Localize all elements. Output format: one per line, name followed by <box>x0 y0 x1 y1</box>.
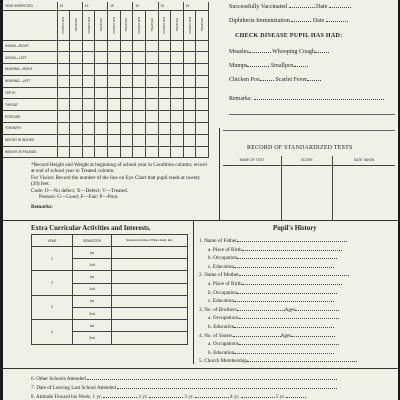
inspection-cell[interactable] <box>196 134 209 146</box>
tests-col-score: SCORE <box>301 158 313 163</box>
inspection-cell[interactable] <box>57 134 70 146</box>
inspection-cell[interactable] <box>95 52 108 64</box>
subheader-label: TREATED <box>124 18 129 32</box>
year-inspected-cell: 19 <box>108 2 133 10</box>
subheader-label: TREATED <box>174 18 179 32</box>
diphtheria-line <box>229 18 348 24</box>
inspection-cell[interactable] <box>145 75 158 87</box>
subheader-label: TREATED <box>99 18 104 32</box>
inspection-cell[interactable] <box>171 146 184 158</box>
extra-activity-cell[interactable] <box>112 307 188 319</box>
inspection-cell[interactable] <box>95 123 108 135</box>
condition-header <box>57 10 70 40</box>
inspection-cell[interactable] <box>158 146 171 158</box>
leaving-date-label: 7. Date of Leaving Last School Attended <box>31 385 116 391</box>
inspection-row-label: THROAT <box>3 99 57 111</box>
history-item <box>199 358 357 364</box>
extra-year: 3 <box>32 295 73 319</box>
history-item <box>208 264 334 270</box>
inspection-cell[interactable] <box>171 64 184 76</box>
inspection-row-label: WEIGHT IN POUNDS <box>3 146 57 158</box>
inspection-cell[interactable] <box>57 146 70 158</box>
inspection-row <box>3 40 209 52</box>
history-item-label: c. Education <box>208 263 234 270</box>
disease-item: Smallpox <box>270 63 294 69</box>
inspection-cell[interactable] <box>183 64 196 76</box>
extra-header: YEAR <box>32 235 73 247</box>
treated-header <box>70 10 83 40</box>
inspection-cell[interactable] <box>158 99 171 111</box>
inspection-cell[interactable] <box>158 75 171 87</box>
inspection-cell[interactable] <box>133 123 146 135</box>
inspection-cell[interactable] <box>120 52 133 64</box>
history-item-label: 4. No. of Sisters <box>199 332 233 339</box>
inspection-cell[interactable] <box>145 99 158 111</box>
inspection-cell[interactable] <box>196 123 209 135</box>
inspection-cell[interactable] <box>183 111 196 123</box>
inspection-row-label: POSTURE <box>3 111 57 123</box>
inspection-row <box>3 52 209 64</box>
inspection-cell[interactable] <box>145 146 158 158</box>
history-item <box>208 350 334 356</box>
history-item <box>208 255 337 261</box>
inspection-cell[interactable] <box>108 64 121 76</box>
disease-item: Chicken Pox <box>229 77 260 83</box>
inspection-cell[interactable] <box>183 40 196 52</box>
attitude-yr-4: 4 yr. <box>230 394 240 400</box>
extra-year: 1 <box>32 247 73 271</box>
history-divider <box>193 221 194 364</box>
attitude-yr-3: 3 yr. <box>184 394 194 400</box>
inspection-cell[interactable] <box>108 52 121 64</box>
condition-header <box>108 10 121 40</box>
inspection-row-label: VISION—LEFT <box>3 52 57 64</box>
extra-activity-cell[interactable] <box>112 332 188 344</box>
inspection-cell[interactable] <box>196 64 209 76</box>
subheader-spacer <box>3 10 57 40</box>
history-item-label: b. Education <box>208 324 235 330</box>
inspection-cell[interactable] <box>183 87 196 99</box>
remarks-rule <box>223 130 395 131</box>
condition-header <box>158 10 171 40</box>
inspection-cell[interactable] <box>183 75 196 87</box>
year-inspected-cell: 19 <box>57 2 82 10</box>
inspection-cell[interactable] <box>171 75 184 87</box>
inspection-cell[interactable] <box>120 134 133 146</box>
inspection-cell[interactable] <box>120 64 133 76</box>
subheader-label: TREATED <box>149 18 154 32</box>
extra-header: SEMESTER <box>73 235 112 247</box>
inspection-cell[interactable] <box>95 111 108 123</box>
inspection-cell[interactable] <box>183 99 196 111</box>
inspection-cell[interactable] <box>171 111 184 123</box>
inspection-cell[interactable] <box>108 75 121 87</box>
inspection-cell[interactable] <box>196 75 209 87</box>
inspection-cell[interactable] <box>120 75 133 87</box>
vaccinated-label: Successfully Vaccinated <box>229 4 288 10</box>
inspection-cell[interactable] <box>183 146 196 158</box>
extra-semester: 1st <box>73 247 112 259</box>
code-line-2: Posture: G—Good; F—Fair; P—Poor. <box>39 194 119 200</box>
inspection-cell[interactable] <box>82 99 95 111</box>
extra-semester: 1st <box>73 295 112 307</box>
history-item <box>199 307 339 313</box>
inspection-cell[interactable] <box>95 64 108 76</box>
extra-semester: 2nd <box>73 283 112 295</box>
inspection-cell[interactable] <box>95 146 108 158</box>
inspection-cell[interactable] <box>82 111 95 123</box>
remarks-rule <box>229 114 395 115</box>
subheader-label: CONDITION <box>111 16 116 34</box>
section-divider <box>3 220 398 221</box>
record-note: *Record Height and Weight at beginning of school year in Condition column; record at end of school year in Treated column. <box>31 162 207 174</box>
history-item <box>208 281 342 287</box>
treated-header <box>95 10 108 40</box>
inspection-cell[interactable] <box>133 99 146 111</box>
inspection-cell[interactable] <box>70 111 83 123</box>
history-item <box>208 298 334 304</box>
inspection-row <box>3 87 209 99</box>
history-item-label: a. Occupations <box>208 315 239 322</box>
attitude-line <box>31 394 306 400</box>
inspection-cell[interactable] <box>158 40 171 52</box>
column-divider <box>219 128 220 220</box>
inspection-cell[interactable] <box>82 134 95 146</box>
subheader-label: TREATED <box>74 18 79 32</box>
inspection-cell[interactable] <box>95 134 108 146</box>
tests-table <box>223 156 395 220</box>
inspection-cell[interactable] <box>196 111 209 123</box>
notes-remarks: Remarks: <box>31 204 53 210</box>
inspection-cell[interactable] <box>183 123 196 135</box>
history-item <box>199 272 349 278</box>
history-item-label: b. Occupation <box>208 255 238 262</box>
leaving-date-line <box>31 385 337 391</box>
history-item-label: a. Place of Birth <box>208 246 242 253</box>
inspection-cell[interactable] <box>57 64 70 76</box>
condition-header <box>183 10 196 40</box>
inspection-cell[interactable] <box>70 87 83 99</box>
bottom-divider <box>3 368 398 369</box>
inspection-cell[interactable] <box>158 123 171 135</box>
subheader-label: CONDITION <box>61 16 66 34</box>
inspection-row-label: VISION—RIGHT <box>3 40 57 52</box>
disease-remarks-label: Remarks: <box>229 96 252 102</box>
diphtheria-date-label: Date <box>312 18 325 24</box>
inspection-cell[interactable] <box>108 146 121 158</box>
inspection-cell[interactable] <box>108 99 121 111</box>
history-item <box>208 315 339 321</box>
inspection-cell[interactable] <box>145 111 158 123</box>
disease-row <box>229 63 308 69</box>
history-item-label: c. Education <box>208 298 234 305</box>
inspection-cell[interactable] <box>196 87 209 99</box>
inspection-cell[interactable] <box>171 52 184 64</box>
inspection-cell[interactable] <box>82 87 95 99</box>
history-ages-label: Ages <box>280 332 292 339</box>
history-item-label: a. Place of Birth <box>208 281 242 287</box>
extra-semester: 2nd <box>73 307 112 319</box>
inspection-cell[interactable] <box>57 40 70 52</box>
extra-semester: 1st <box>73 271 112 283</box>
year-inspected-cell: 19 <box>183 2 208 10</box>
inspection-cell[interactable] <box>120 146 133 158</box>
extra-semester: 1st <box>73 320 112 332</box>
inspection-cell[interactable] <box>145 134 158 146</box>
inspection-row <box>3 75 209 87</box>
inspection-cell[interactable] <box>108 123 121 135</box>
inspection-row-label: HEARING—LEFT <box>3 75 57 87</box>
inspection-cell[interactable] <box>196 40 209 52</box>
inspection-cell[interactable] <box>183 134 196 146</box>
inspection-cell[interactable] <box>82 123 95 135</box>
extra-row <box>32 295 188 307</box>
extra-activity-cell[interactable] <box>112 320 188 332</box>
inspection-cell[interactable] <box>108 87 121 99</box>
inspection-row <box>3 99 209 111</box>
treated-header <box>145 10 158 40</box>
inspection-cell[interactable] <box>57 87 70 99</box>
inspection-cell[interactable] <box>108 40 121 52</box>
inspection-cell[interactable] <box>120 40 133 52</box>
inspection-cell[interactable] <box>57 111 70 123</box>
treated-header <box>171 10 184 40</box>
disease-title: CHECK DISEASE PUPIL HAS HAD: <box>235 33 343 39</box>
tests-col-date: DATE TAKEN <box>353 158 375 163</box>
disease-row <box>229 49 329 55</box>
extra-activity-cell[interactable] <box>112 283 188 295</box>
inspection-cell[interactable] <box>133 146 146 158</box>
extra-semester: 2nd <box>73 259 112 271</box>
history-item-label: 1. Name of Father <box>199 238 237 244</box>
attitude-yr-2: 2 yr. <box>138 394 148 400</box>
history-ages-label: Ages <box>284 306 296 313</box>
subheader-label: CONDITION <box>187 16 192 34</box>
history-item-label: a. Occupations <box>208 341 239 348</box>
extra-year: 4 <box>32 320 73 344</box>
inspection-cell[interactable] <box>82 146 95 158</box>
inspection-cell[interactable] <box>158 111 171 123</box>
inspection-cell[interactable] <box>145 123 158 135</box>
inspection-row <box>3 134 209 146</box>
attitude-yr-5: 5 yr. <box>275 394 286 400</box>
inspection-cell[interactable] <box>171 40 184 52</box>
inspection-cell[interactable] <box>158 87 171 99</box>
subheader-label: TREATED <box>200 18 205 32</box>
history-item <box>208 247 342 253</box>
extra-activity-cell[interactable] <box>112 271 188 283</box>
extra-table <box>31 234 188 345</box>
extra-row <box>32 247 188 259</box>
inspection-cell[interactable] <box>171 99 184 111</box>
inspection-cell[interactable] <box>158 134 171 146</box>
extra-year: 2 <box>32 271 73 295</box>
vision-note: For Vision: Record the number of the line on Eye Chart that pupil reads at twenty (20) feet. <box>31 175 201 187</box>
year-inspected-cell: 19 <box>158 2 183 10</box>
disease-remarks <box>229 96 384 102</box>
inspection-cell[interactable] <box>133 40 146 52</box>
extra-activity-cell[interactable] <box>112 247 188 259</box>
vaccinated-line <box>229 4 351 10</box>
year-inspected-label: YEAR INSPECTED <box>3 2 57 10</box>
inspection-cell[interactable] <box>133 64 146 76</box>
history-item <box>208 341 339 347</box>
inspection-row <box>3 64 209 76</box>
inspection-cell[interactable] <box>133 111 146 123</box>
inspection-cell[interactable] <box>95 87 108 99</box>
history-item <box>199 238 347 244</box>
disease-item: Whooping Cough <box>272 49 315 55</box>
inspection-cell[interactable] <box>145 40 158 52</box>
inspection-cell[interactable] <box>57 75 70 87</box>
vaccinated-date-label: Date <box>316 4 328 10</box>
inspection-cell[interactable] <box>133 75 146 87</box>
inspection-cell[interactable] <box>158 52 171 64</box>
year-inspected-cell: 19 <box>133 2 158 10</box>
inspection-cell[interactable] <box>196 52 209 64</box>
record-card <box>3 0 398 400</box>
inspection-row-label: TEETH <box>3 87 57 99</box>
treated-header <box>120 10 133 40</box>
inspection-row-label: HEARING—RIGHT <box>3 64 57 76</box>
inspection-row-label: *GROWTH: <box>3 123 57 135</box>
inspection-cell[interactable] <box>120 123 133 135</box>
disease-item: Measles <box>229 49 249 55</box>
extra-semester: 2nd <box>73 332 112 344</box>
inspection-cell[interactable] <box>95 75 108 87</box>
inspection-cell[interactable] <box>95 99 108 111</box>
inspection-cell[interactable] <box>183 52 196 64</box>
inspection-cell[interactable] <box>82 75 95 87</box>
inspection-cell[interactable] <box>158 64 171 76</box>
history-item <box>208 290 337 296</box>
year-inspected-cell: 19 <box>82 2 107 10</box>
history-title: Pupil's History <box>273 225 317 232</box>
inspection-cell[interactable] <box>70 134 83 146</box>
inspection-cell[interactable] <box>108 134 121 146</box>
inspection-cell[interactable] <box>133 52 146 64</box>
history-item <box>199 333 335 339</box>
extra-activity-cell[interactable] <box>112 259 188 271</box>
tests-title: RECORD OF STANDARDIZED TESTS <box>247 145 353 151</box>
inspection-cell[interactable] <box>133 134 146 146</box>
inspection-cell[interactable] <box>120 87 133 99</box>
subheader-label: CONDITION <box>86 16 91 34</box>
inspection-cell[interactable] <box>57 123 70 135</box>
other-schools-label: 6. Other Schools Attended <box>31 376 86 382</box>
inspection-cell[interactable] <box>171 123 184 135</box>
history-item <box>208 324 334 330</box>
inspection-cell[interactable] <box>82 40 95 52</box>
inspection-row <box>3 123 209 135</box>
diphtheria-label: Diphtheria Immunization <box>229 18 290 24</box>
inspection-cell[interactable] <box>57 52 70 64</box>
inspection-cell[interactable] <box>70 40 83 52</box>
disease-item: Scarlet Fever <box>275 77 308 83</box>
disease-item: Mumps <box>229 63 248 69</box>
condition-header <box>133 10 146 40</box>
extra-activity-cell[interactable] <box>112 295 188 307</box>
inspection-cell[interactable] <box>120 99 133 111</box>
extra-header: Student Activities Offices Held, Etc. <box>112 235 188 247</box>
extra-title: Extra Curricular Activities and Interests. <box>31 225 151 232</box>
inspection-cell[interactable] <box>196 146 209 158</box>
code-line-1: Code: O—No defect; X—Defect; V—Treated. <box>31 188 128 194</box>
inspection-cell[interactable] <box>70 146 83 158</box>
subheader-label: CONDITION <box>162 16 167 34</box>
disease-row <box>229 77 321 83</box>
history-item-label: 3. No. of Brothers <box>199 306 237 313</box>
tests-col-name: NAME OF TEST <box>239 158 265 163</box>
inspection-cell[interactable] <box>82 64 95 76</box>
inspection-row <box>3 111 209 123</box>
inspection-row-label: HEIGHT IN INCHES <box>3 134 57 146</box>
inspection-cell[interactable] <box>70 99 83 111</box>
inspection-cell[interactable] <box>70 64 83 76</box>
extra-row <box>32 320 188 332</box>
inspection-cell[interactable] <box>145 64 158 76</box>
attitude-label: 8. Attitude Toward his Work: 1 yr. <box>31 394 102 400</box>
other-schools-line <box>31 376 337 382</box>
inspection-cell[interactable] <box>95 40 108 52</box>
inspection-cell[interactable] <box>70 75 83 87</box>
history-item-label: b. Education <box>208 349 235 356</box>
inspection-cell[interactable] <box>57 99 70 111</box>
inspection-cell[interactable] <box>133 87 146 99</box>
inspection-row <box>3 146 209 158</box>
inspection-cell[interactable] <box>70 52 83 64</box>
history-item-label: 5. Church Membership <box>199 358 247 365</box>
subheader-label: CONDITION <box>137 16 142 34</box>
inspection-cell[interactable] <box>145 87 158 99</box>
inspection-cell[interactable] <box>82 52 95 64</box>
condition-header <box>82 10 95 40</box>
inspection-cell[interactable] <box>70 123 83 135</box>
history-item-label: 2. Name of Mother <box>199 272 239 279</box>
extra-row <box>32 271 188 283</box>
inspection-cell[interactable] <box>120 111 133 123</box>
inspection-cell[interactable] <box>145 52 158 64</box>
inspection-cell[interactable] <box>171 134 184 146</box>
treated-header <box>196 10 209 40</box>
history-item-label: b. Occupation <box>208 289 238 296</box>
inspection-cell[interactable] <box>196 99 209 111</box>
inspection-cell[interactable] <box>171 87 184 99</box>
inspection-grid <box>3 2 209 158</box>
inspection-cell[interactable] <box>108 111 121 123</box>
